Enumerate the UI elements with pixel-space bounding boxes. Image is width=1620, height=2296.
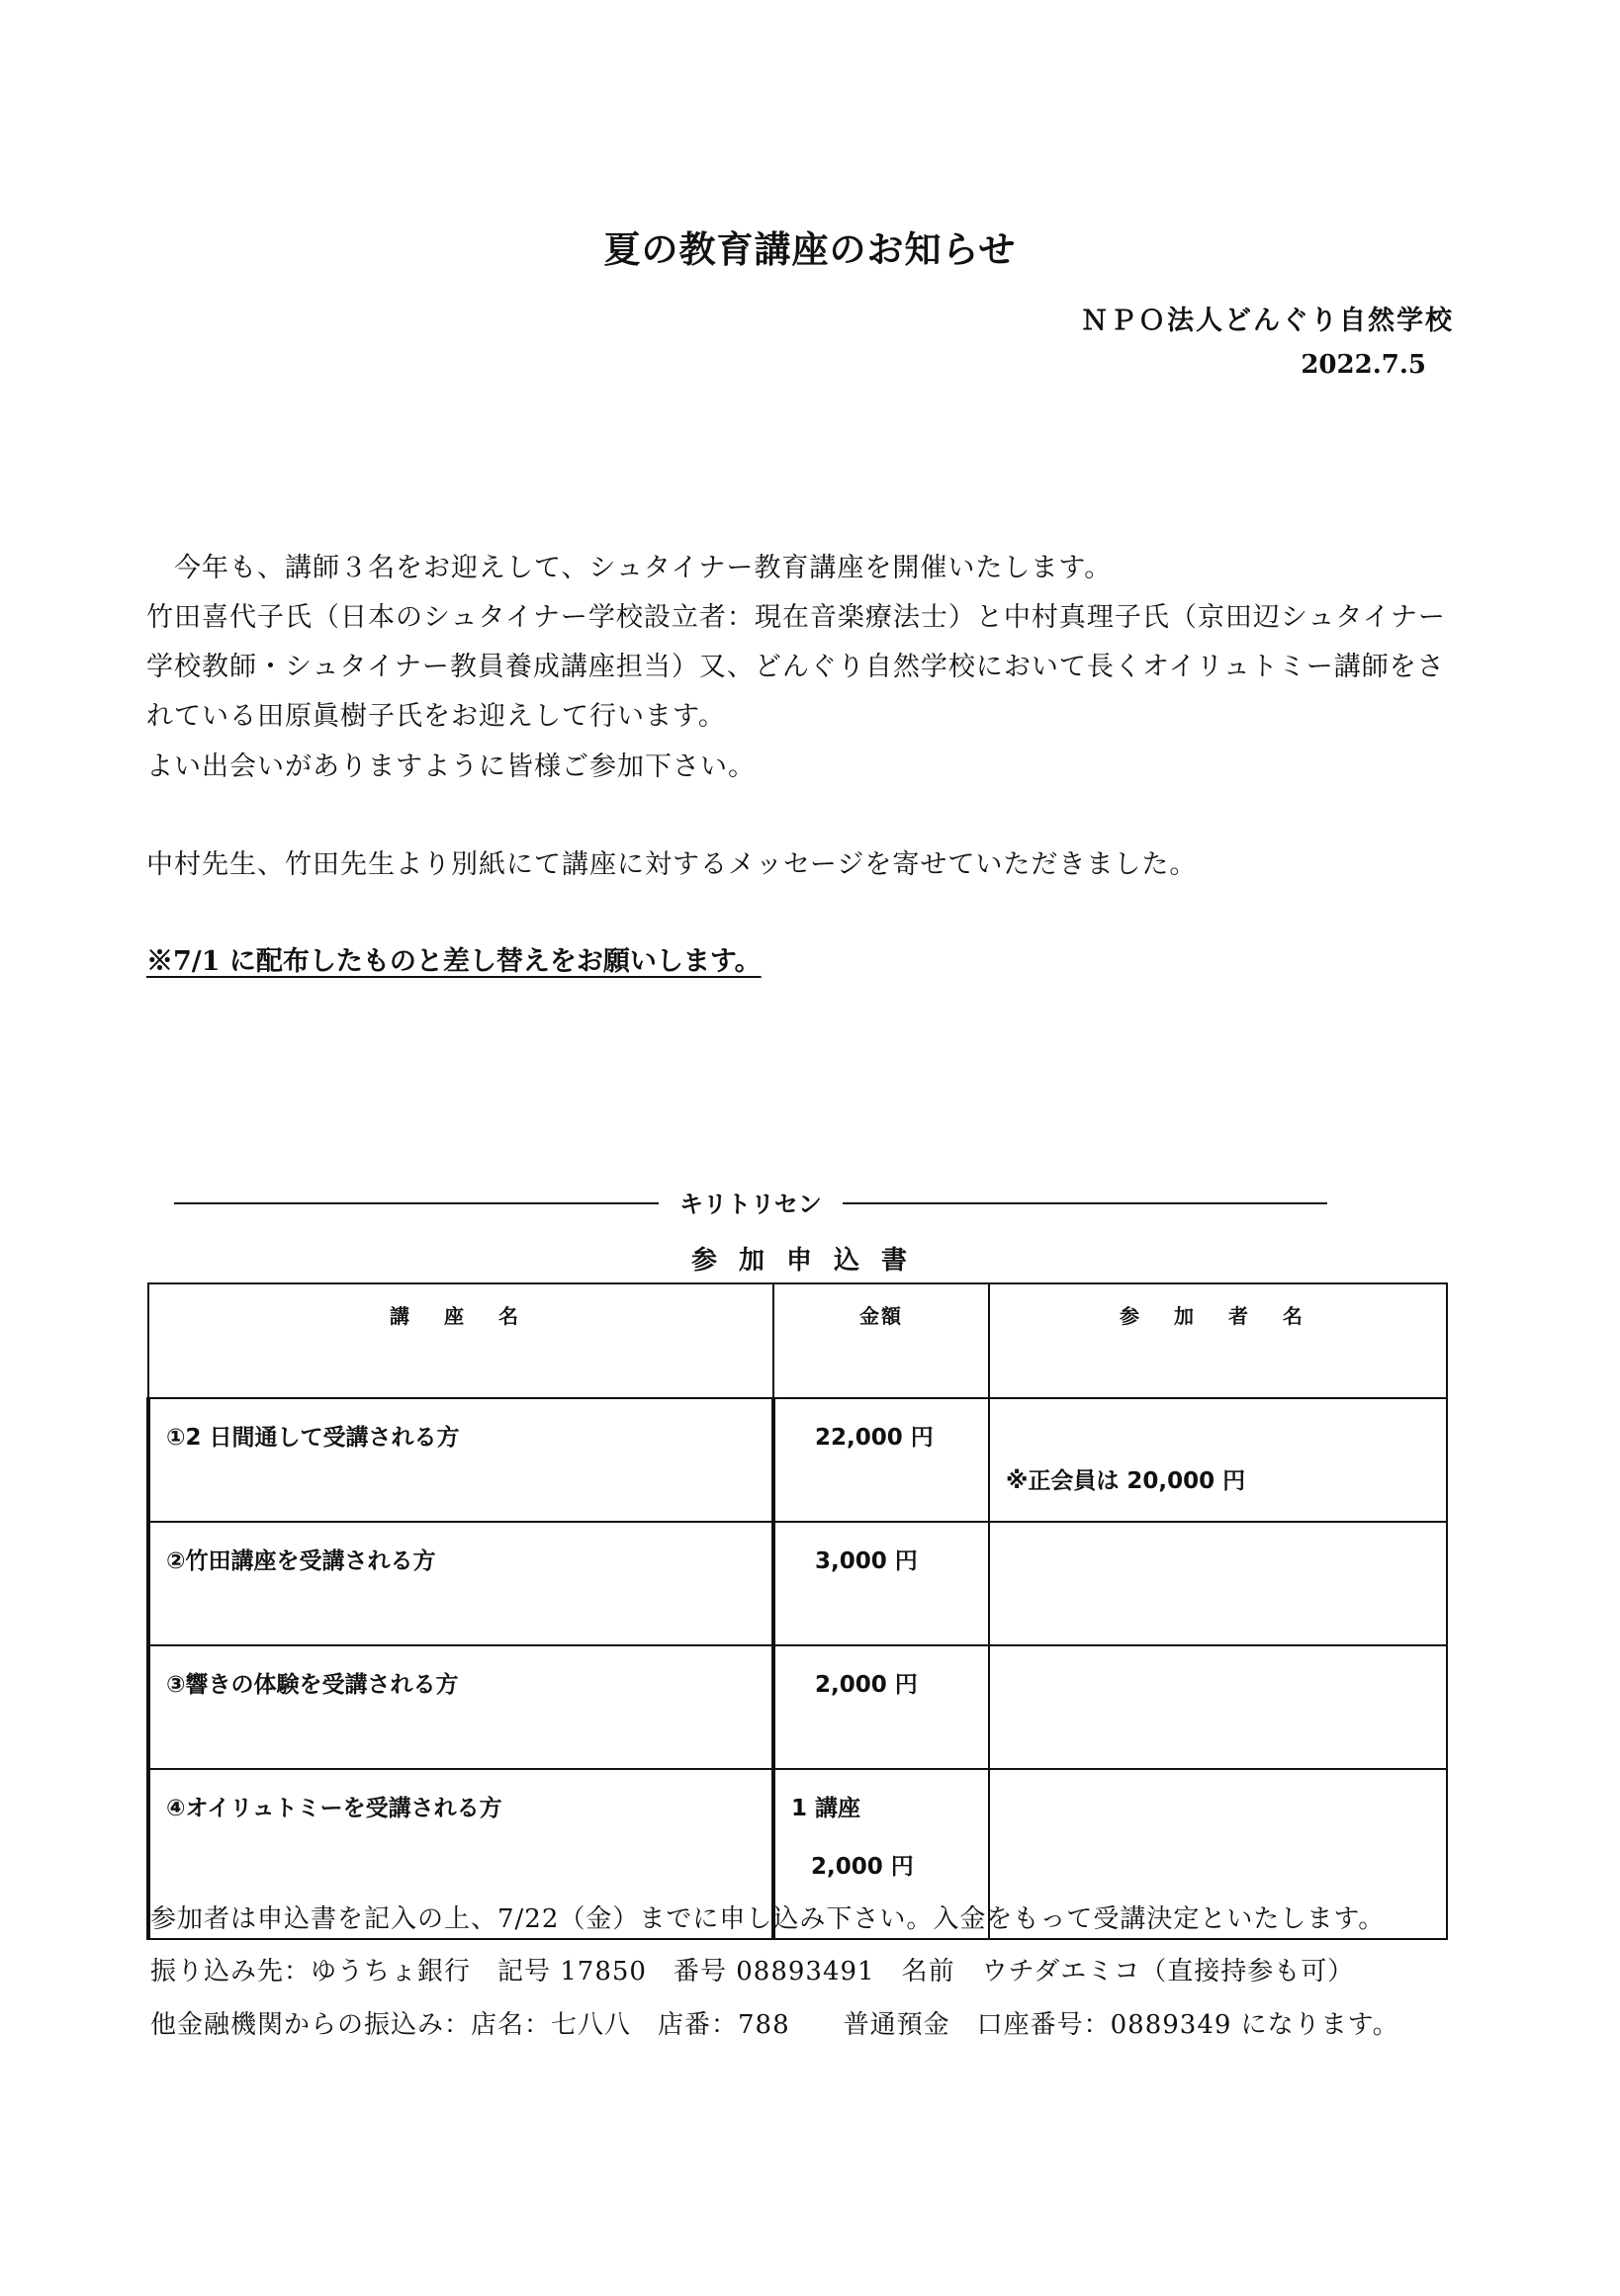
table-header-row bbox=[148, 1283, 1447, 1398]
page-title: 夏の教育講座のお知らせ bbox=[603, 227, 1017, 271]
document-date: 2022.7.5 bbox=[1301, 350, 1426, 380]
footer-line-3: 他金融機関からの振込み：店名：七八八 店番：788 普通預金 口座番号：0889349 になります。 bbox=[150, 2010, 1399, 2040]
intro-line-3: 学校教師・シュタイナー教員養成講座担当）又、どんぐり自然学校において長くオイリュトミー講師をさ bbox=[146, 652, 1445, 682]
course-fee-amount: 2,000 円 bbox=[811, 1854, 914, 1880]
table-row bbox=[148, 1645, 1447, 1769]
header-participant: 参 加 者 名 bbox=[989, 1283, 1447, 1398]
cut-line-right bbox=[843, 1202, 1327, 1204]
course-fee: 22,000 円 bbox=[773, 1398, 989, 1522]
intro-line-2: 竹田喜代子氏（日本のシュタイナー学校設立者：現在音楽療法士）と中村真理子氏（京田辺シュタイナー bbox=[146, 602, 1446, 633]
table-row bbox=[148, 1398, 1447, 1522]
cut-line bbox=[174, 1185, 1327, 1220]
header-fee: 金額 bbox=[773, 1283, 989, 1398]
intro-line-5: よい出会いがありますように皆様ご参加下さい。 bbox=[146, 751, 756, 782]
participant-name-field[interactable] bbox=[989, 1522, 1447, 1645]
course-fee: 2,000 円 bbox=[773, 1645, 989, 1769]
application-form-table bbox=[146, 1282, 1448, 1940]
course-name: ④オイリュトミーを受講される方 bbox=[148, 1769, 773, 1939]
member-discount-note: ※正会員は 20,000 円 bbox=[1006, 1468, 1246, 1494]
footer-line-1: 参加者は申込書を記入の上、7/22（金）までに申し込み下さい。入金をもって受講決定といたします。 bbox=[150, 1904, 1386, 1934]
course-name: ①2 日間通して受講される方 bbox=[148, 1398, 773, 1522]
intro-line-4: れている田原眞樹子氏をお迎えして行います。 bbox=[146, 701, 726, 732]
footer-line-2: 振り込み先：ゆうちょ銀行 記号 17850 番号 08893491 名前 ウチダエミコ（直接持参も可） bbox=[150, 1957, 1355, 1987]
header-course: 講 座 名 bbox=[148, 1283, 773, 1398]
course-fee: 3,000 円 bbox=[773, 1522, 989, 1645]
participant-name-field[interactable] bbox=[989, 1645, 1447, 1769]
participant-name-field[interactable] bbox=[989, 1398, 1447, 1522]
course-name: ③響きの体験を受講される方 bbox=[148, 1645, 773, 1769]
replacement-notice: ※7/1 に配布したものと差し替えをお願いします。 bbox=[146, 946, 762, 977]
course-name: ②竹田講座を受講される方 bbox=[148, 1522, 773, 1645]
form-title: 参加申込書 bbox=[690, 1246, 929, 1276]
organization-name: ＮＰＯ法人どんぐり自然学校 bbox=[1081, 306, 1454, 336]
cut-line-label: キリトリセン bbox=[679, 1191, 822, 1218]
table-row bbox=[148, 1522, 1447, 1645]
message-line: 中村先生、竹田先生より別紙にて講座に対するメッセージを寄せていただきました。 bbox=[146, 849, 1198, 880]
course-fee-unit: 1 講座 bbox=[791, 1796, 861, 1821]
intro-line-1: 今年も、講師３名をお迎えして、シュタイナー教育講座を開催いたします。 bbox=[146, 553, 1113, 583]
